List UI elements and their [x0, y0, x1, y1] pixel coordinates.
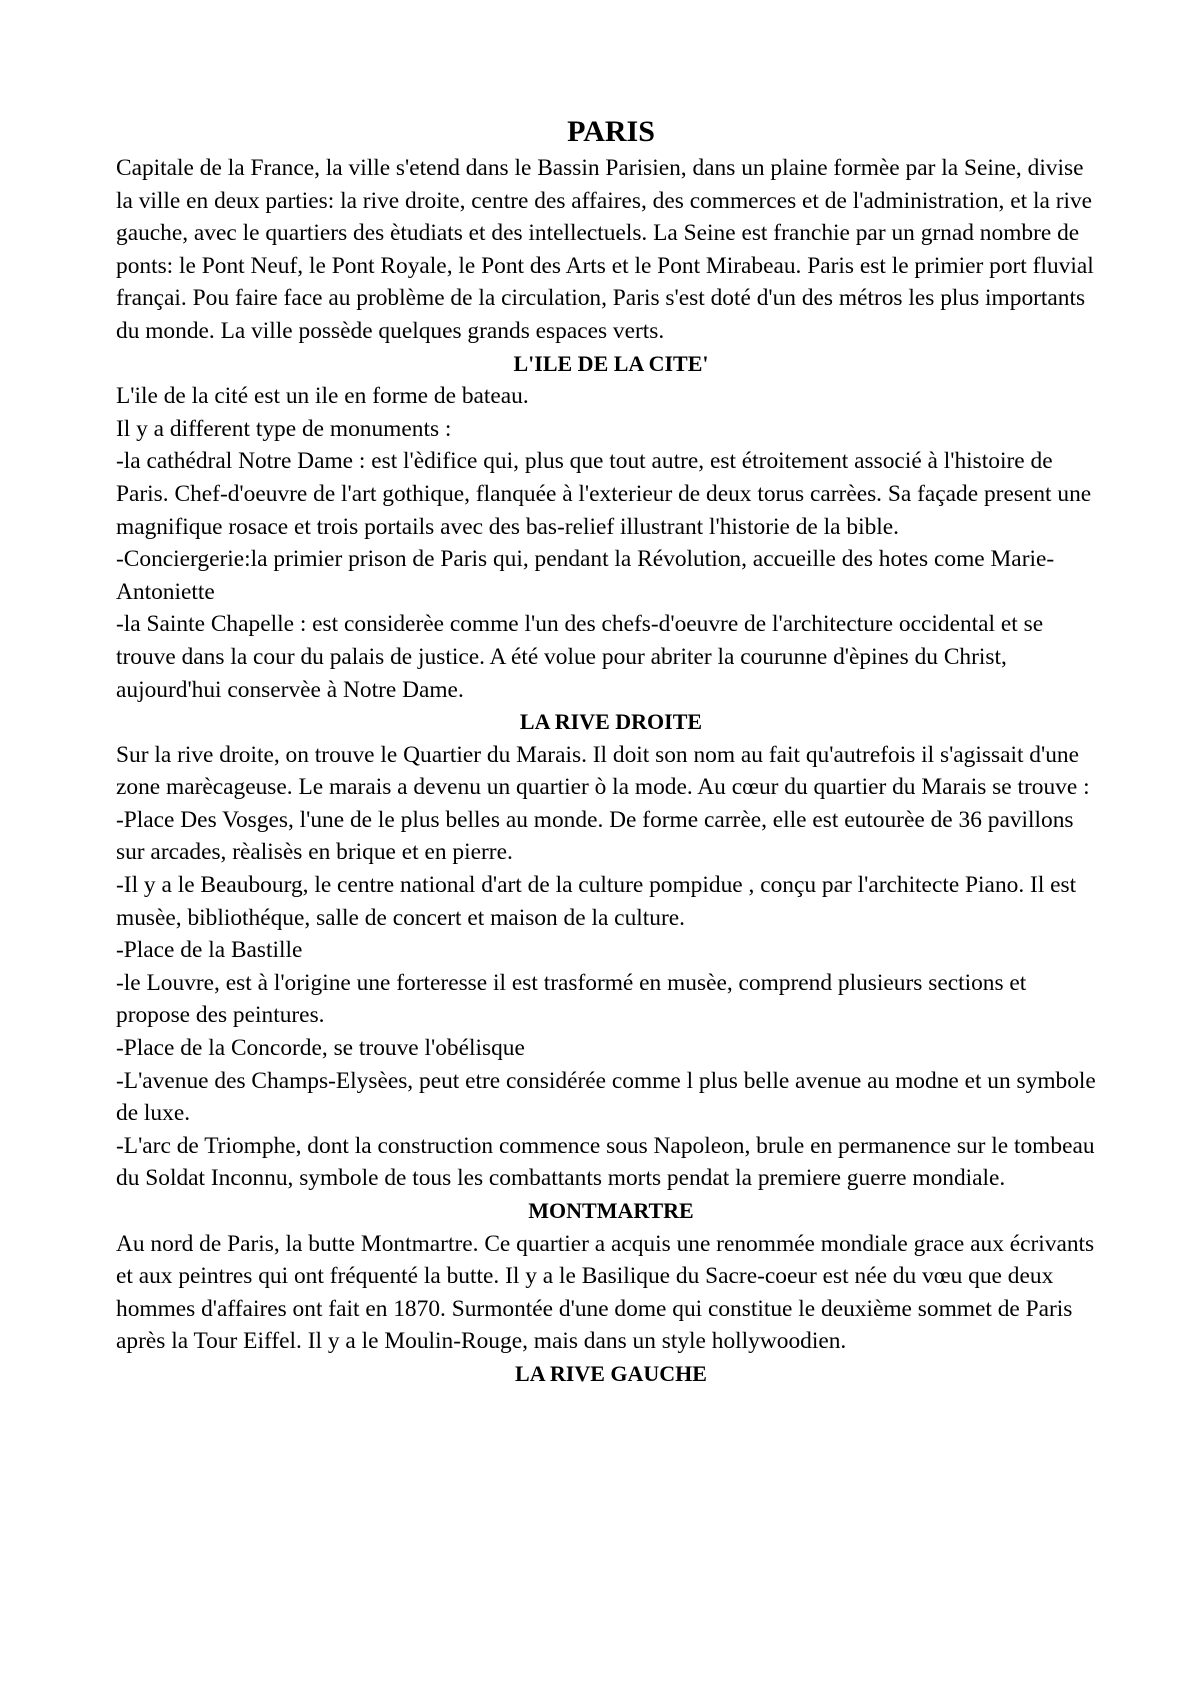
paragraph-line: -la cathédral Notre Dame : est l'èdifice qui, plus que tout autre, est étroitement associé à l'histoire de Paris. Chef-d'oeuvre de l'art gothique, flanquée à l'exterieur de deux torus carrèes. Sa façade present une magnifique rosace et trois portails avec des bas-relief illustrant l'historie de la bible.: [116, 448, 1092, 540]
paragraph-line: -Place de la Bastille: [116, 937, 303, 964]
section-heading-montmartre: MONTMARTRE: [528, 1198, 694, 1223]
paragraph-line: -L'arc de Triomphe, dont la construction commence sous Napoleon, brule en permanence sur le tombeau du Soldat Inconnu, symbole de tous les combattants morts pendat la premiere guerre mondiale.: [116, 1132, 1095, 1192]
paragraph-line: -Conciergerie:la primier prison de Paris qui, pendant la Révolution, accueille des hotes come Marie-Antoniette: [116, 546, 1055, 605]
paragraph-line: -Place de la Concorde, se trouve l'obélisque: [116, 1035, 525, 1062]
paragraph-line: Au nord de Paris, la butte Montmartre. Ce quartier a acquis une renommée mondiale grace aux écrivants et aux peintres qui ont fréquenté la butte. Il y a le Basilique du Sacre-coeur est née du vœu que deux hommes d'affaires ont fait en 1870. Surmontée d'une dome qui constitue le deuxième sommet de Paris après la Tour Eiffel. Il y a le Moulin-Rouge, mais dans un style hollywoodien.: [116, 1230, 1095, 1355]
paragraph-line: -L'avenue des Champs-Elysèes, peut etre considérée comme l plus belle avenue au modne et un symbole de luxe.: [116, 1067, 1096, 1127]
paragraph-line: L'ile de la cité est un ile en forme de bateau.: [116, 383, 529, 410]
paragraph-line: -le Louvre, est à l'origine une forteresse il est trasformé en musèe, comprend plusieurs sections et propose des peintures.: [116, 969, 1027, 1029]
section-heading-ile-de-la-cite: L'ILE DE LA CITE': [513, 350, 709, 376]
paragraph-line: Sur la rive droite, on trouve le Quartier du Marais. Il doit son nom au fait qu'autrefois il s'agissait d'une zone marècageuse. Le marais a devenu un quartier ò la mode. Au cœur du quartier du Marais se trouve :: [116, 741, 1090, 801]
intro-paragraph: Capitale de la France, la ville s'etend dans le Bassin Parisien, dans un plaine formèe par la Seine, divise la ville en deux parties: la rive droite, centre des affaires, des commerces et de l'administration, et la rive gauche, avec le quartiers des ètudiats et des intellectuels. La Seine est franchie par un grnad nombre de ponts: le Pont Neuf, le Pont Royale, le Pont des Arts et le Pont Mirabeau. Paris est le primier port fluvial françai. Pou faire face au problème de la circulation, Paris s'est doté d'un des métros les plus importants du monde. La ville possède quelques grands espaces verts.: [116, 155, 1094, 344]
section-heading-rive-droite: LA RIVE DROITE: [519, 709, 703, 735]
paragraph-line: -Il y a le Beaubourg, le centre national d'art de la culture pompidue , conçu par l'architecte Piano. Il est musèe, bibliothéque, salle de concert et maison de la culture.: [116, 872, 1077, 931]
paragraph-line: -la Sainte Chapelle : est considerèe comme l'un des chefs-d'oeuvre de l'architecture occidental et se trouve dans la cour du palais de justice. A été volue pour abriter la courunne d'èpines du Christ, aujourd'hui conservèe à Notre Dame.: [116, 611, 1044, 703]
paragraph-line: Il y a different type de monuments :: [116, 415, 452, 442]
paragraph-line: -Place Des Vosges, l'une de le plus belles au monde. De forme carrèe, elle est eutourèe de 36 pavillons sur arcades, rèalisès en brique et en pierre.: [116, 806, 1074, 866]
section-heading-rive-gauche: LA RIVE GAUCHE: [515, 1360, 707, 1386]
page-title: PARIS: [567, 115, 655, 148]
document-page: [116, 112, 1106, 1391]
